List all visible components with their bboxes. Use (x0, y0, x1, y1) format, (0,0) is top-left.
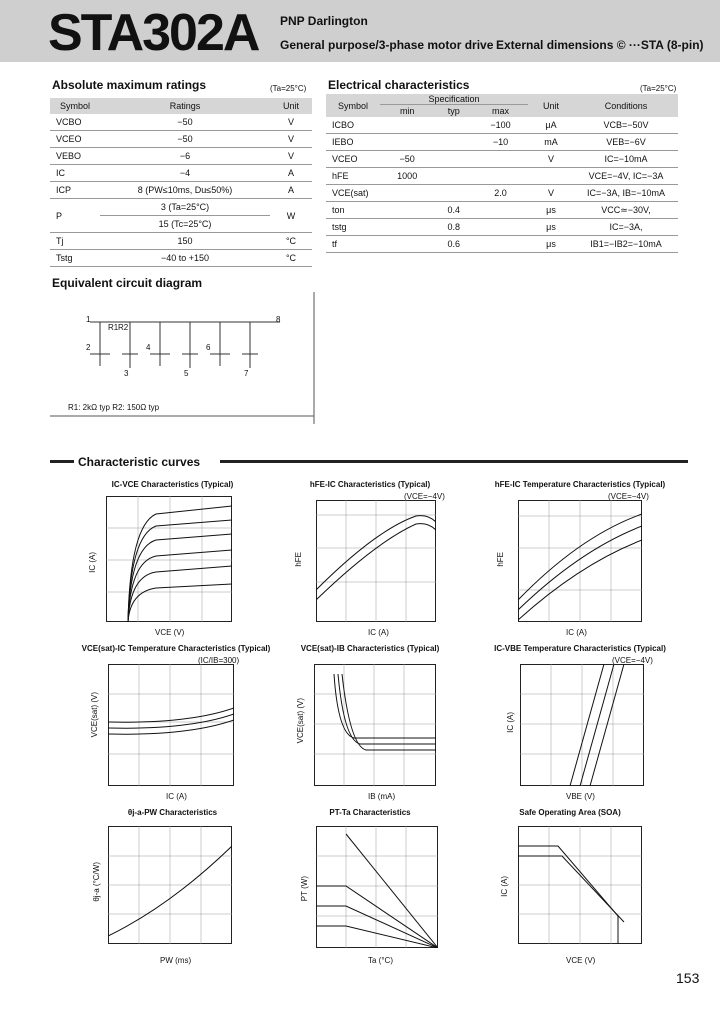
unit: A (270, 165, 312, 182)
chart-ylabel: VCE(sat) (V) (90, 692, 99, 738)
table-row (50, 233, 312, 250)
min: 1000 (380, 168, 434, 185)
max (473, 219, 528, 236)
rating: −50 (100, 131, 270, 148)
chart-ylabel: IC (A) (506, 712, 515, 733)
chart-title: hFE-IC Characteristics (Typical) (309, 480, 431, 489)
symbol: IC (50, 165, 100, 182)
hfe-ic-plot (316, 500, 436, 622)
unit: V (270, 114, 312, 131)
unit: μA (528, 117, 574, 134)
typ (434, 117, 473, 134)
symbol: VCEO (50, 131, 100, 148)
symbol: hFE (326, 168, 380, 185)
rating: 150 (100, 233, 270, 250)
external-dimensions: External dimensions © ···STA (8-pin) (496, 38, 704, 52)
elec-title: Electrical characteristics (328, 78, 470, 92)
table-row (50, 165, 312, 182)
min (380, 134, 434, 151)
rating: 15 (Tc=25°C) (100, 216, 270, 233)
pin-label: 3 (124, 369, 129, 378)
chart-ylabel: IC (A) (500, 876, 509, 897)
abs-max-title: Absolute maximum ratings (52, 78, 207, 92)
condition: IC=−3A, IB=−10mA (574, 185, 678, 202)
col-symbol: Symbol (50, 98, 100, 114)
table-row (50, 182, 312, 199)
min (380, 202, 434, 219)
rating: −40 to +150 (100, 250, 270, 267)
abs-max-table (50, 98, 312, 267)
resistor-note: R1: 2kΩ typ R2: 150Ω typ (68, 403, 160, 412)
pin-label: 6 (206, 343, 211, 352)
condition: IB1=−IB2=−10mA (574, 236, 678, 253)
vcesat-ic-temperature-plot (108, 664, 234, 786)
table-row (326, 168, 678, 185)
pin-label: 2 (86, 343, 91, 352)
unit: mA (528, 134, 574, 151)
min: −50 (380, 151, 434, 168)
min (380, 117, 434, 134)
chart-xlabel: PW (ms) (160, 956, 192, 965)
condition: VEB=−6V (574, 134, 678, 151)
theta-pw-plot (108, 826, 232, 944)
r2-label: R2 (118, 323, 129, 332)
table-row (326, 185, 678, 202)
unit: μs (528, 202, 574, 219)
typ: 0.4 (434, 202, 473, 219)
table-row (50, 131, 312, 148)
symbol: ICP (50, 182, 100, 199)
table-row (326, 219, 678, 236)
chart-title: IC-VCE Characteristics (Typical) (111, 480, 234, 489)
rating: 3 (Ta=25°C) (100, 199, 270, 216)
hfe-ic-temperature-plot (518, 500, 642, 622)
max: −100 (473, 117, 528, 134)
rating: −4 (100, 165, 270, 182)
condition: VCC≃−30V, (574, 202, 678, 219)
unit (528, 168, 574, 185)
chart-xlabel: IB (mA) (368, 792, 396, 801)
table-row (50, 250, 312, 267)
col-specification: Specification (380, 94, 528, 105)
table-row (50, 199, 312, 216)
rating: 8 (PW≤10ms, Du≤50%) (100, 182, 270, 199)
chart-title: PT-Ta Characteristics (329, 808, 411, 817)
chart-ylabel: PT (W) (300, 876, 309, 902)
pin-label: 4 (146, 343, 151, 352)
symbol: IEBO (326, 134, 380, 151)
unit: V (270, 131, 312, 148)
table-row (326, 236, 678, 253)
unit: μs (528, 219, 574, 236)
table-row (326, 117, 678, 134)
unit: V (270, 148, 312, 165)
symbol: ton (326, 202, 380, 219)
unit: V (528, 185, 574, 202)
col-ratings: Ratings (100, 98, 270, 114)
symbol: VCEO (326, 151, 380, 168)
col-unit: Unit (270, 98, 312, 114)
typ (434, 134, 473, 151)
abs-max-condition: (Ta=25°C) (270, 84, 307, 93)
symbol: ICBO (326, 117, 380, 134)
col-max: max (473, 105, 528, 118)
typ (434, 185, 473, 202)
min (380, 236, 434, 253)
table-row (326, 202, 678, 219)
chart-ylabel: hFE (496, 552, 505, 567)
chart-note: (VCE=−4V) (404, 492, 445, 501)
col-min: min (380, 105, 434, 118)
max: −10 (473, 134, 528, 151)
unit: °C (270, 250, 312, 267)
elec-condition: (Ta=25°C) (640, 84, 677, 93)
table-row (50, 148, 312, 165)
r1-label: R1 (108, 323, 119, 332)
ic-vce-plot (106, 496, 232, 622)
pin-label: 1 (86, 315, 91, 324)
table-row (326, 151, 678, 168)
table-row (326, 134, 678, 151)
symbol: Tstg (50, 250, 100, 267)
min (380, 185, 434, 202)
max (473, 202, 528, 219)
unit: μs (528, 236, 574, 253)
symbol: VEBO (50, 148, 100, 165)
table-row (50, 114, 312, 131)
rating: −6 (100, 148, 270, 165)
pin-label: 8 (276, 315, 281, 324)
symbol: tstg (326, 219, 380, 236)
symbol: VCBO (50, 114, 100, 131)
chart-xlabel: IC (A) (566, 628, 587, 637)
circuit-title: Equivalent circuit diagram (52, 276, 203, 290)
page-number: 153 (676, 970, 700, 986)
pin-label: 7 (244, 369, 249, 378)
chart-xlabel: IC (A) (166, 792, 187, 801)
col-symbol: Symbol (326, 94, 380, 117)
curves-title: Characteristic curves (78, 455, 201, 469)
unit: A (270, 182, 312, 199)
chart-title: θj-a-PW Characteristics (127, 808, 218, 817)
chart-xlabel: VCE (V) (566, 956, 596, 965)
symbol: Tj (50, 233, 100, 250)
pt-ta-plot (316, 826, 438, 948)
symbol: VCE(sat) (326, 185, 380, 202)
device-type: PNP Darlington (280, 14, 368, 28)
symbol: tf (326, 236, 380, 253)
condition: VCE=−4V, IC=−3A (574, 168, 678, 185)
chart-title: hFE-IC Temperature Characteristics (Typical) (494, 480, 666, 489)
chart-xlabel: VCE (V) (155, 628, 185, 637)
part-number: STA302A (48, 4, 259, 62)
equivalent-circuit-diagram (50, 292, 316, 424)
chart-xlabel: Ta (°C) (368, 956, 393, 965)
chart-ylabel: VCE(sat) (V) (296, 698, 305, 744)
col-typ: typ (434, 105, 473, 118)
chart-note: (VCE=−4V) (608, 492, 649, 501)
typ (434, 168, 473, 185)
chart-xlabel: VBE (V) (566, 792, 595, 801)
chart-title: IC-VBE Temperature Characteristics (Typical) (494, 644, 666, 653)
device-purpose: General purpose/3-phase motor drive (280, 38, 494, 52)
unit: V (528, 151, 574, 168)
chart-note: (VCE=−4V) (612, 656, 653, 665)
unit: °C (270, 233, 312, 250)
symbol: P (50, 199, 100, 233)
typ: 0.8 (434, 219, 473, 236)
elec-table (326, 94, 678, 253)
condition: IC=−10mA (574, 151, 678, 168)
ic-vbe-temperature-plot (520, 664, 644, 786)
pin-label: 5 (184, 369, 189, 378)
chart-ylabel: IC (A) (88, 552, 97, 573)
max (473, 236, 528, 253)
chart-note: (IC/IB=300) (198, 656, 240, 665)
unit: W (270, 199, 312, 233)
min (380, 219, 434, 236)
rating: −50 (100, 114, 270, 131)
condition: VCB=−50V (574, 117, 678, 134)
max (473, 151, 528, 168)
chart-xlabel: IC (A) (368, 628, 389, 637)
chart-title: VCE(sat)-IC Temperature Characteristics (Typical) (81, 644, 271, 653)
col-conditions: Conditions (574, 94, 678, 117)
vcesat-ib-plot (314, 664, 436, 786)
chart-ylabel: θj-a (°C/W) (92, 862, 101, 902)
condition: IC=−3A, (574, 219, 678, 236)
chart-ylabel: hFE (294, 552, 303, 567)
chart-title: Safe Operating Area (SOA) (519, 808, 621, 817)
max (473, 168, 528, 185)
chart-title: VCE(sat)-IB Characteristics (Typical) (300, 644, 440, 653)
typ: 0.6 (434, 236, 473, 253)
max: 2.0 (473, 185, 528, 202)
col-unit: Unit (528, 94, 574, 117)
soa-plot (518, 826, 642, 944)
typ (434, 151, 473, 168)
